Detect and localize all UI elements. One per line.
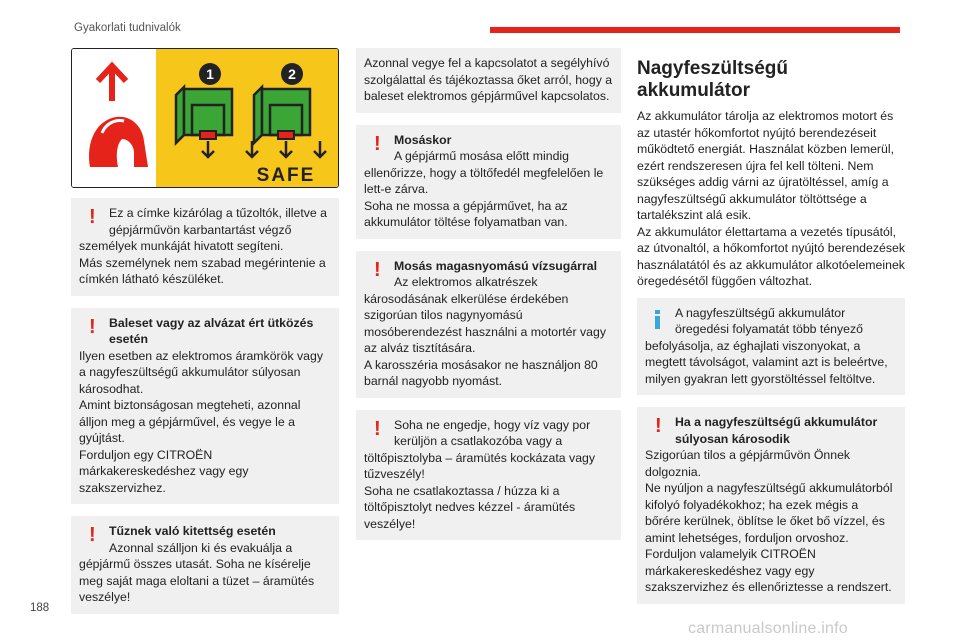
note-title: Ha a nagyfeszültségű akkumulátor súlyosan károsodik bbox=[675, 415, 878, 446]
note-text: Szigorúan tilos a gépjárművön Önnek dolgoznia. Ne nyúljon a nagyfeszültségű akkumulátorból kifolyó folyadékokhoz; ha ezek mégis a bőrére kerülnek, öblítse le őket bő vízzel, és amint lehetséges, forduljon orvoshoz. Forduljon valamelyik CITROËN márkakereskedéshez vagy egy szakszervizhez és ellenőriztesse a rendszert. bbox=[645, 448, 893, 594]
note-first-lines: Azonnal szálljon ki és evakuálja a bbox=[109, 540, 293, 555]
note-text: Ilyen esetben az elektromos áramkörök vagy a nagyfeszültségű akkumulátor súlyosan károsodhat. Amint biztonságosan megteheti, azonnal álljon meg a gépjárművel, és vegye le a gyújtást. Forduljon egy CITROËN márkakereskedéshez vagy egy szakszervizhez. bbox=[79, 348, 324, 495]
column-right bbox=[637, 48, 905, 616]
safe-label-text: SAFE bbox=[256, 165, 316, 186]
note-first-lines: A gépjármű mosása előtt mindig bbox=[394, 149, 569, 163]
warning-exclamation-icon: ! bbox=[374, 258, 381, 281]
info-icon bbox=[655, 310, 660, 328]
section-intro: Az akkumulátor tárolja az elektromos motort és az utastér hőkomfortot nyújtó berendezéseit működtető energiát. Használat közben lemerül, ezért rendszeresen újra fel kell tölteni. Nem szükséges addig várni az újratöltéssel, amíg a nagyfeszültségű akkumulátor töltöttsége a tartalékszint alá esik. Az akkumulátor élettartama a vezetés típusától, az útvonaltól, a hőkomfortot nyújtó berendezések használatától és az akkumulátor alkotóelemeinek öregedésétől függően változhat. bbox=[637, 109, 905, 288]
warning-exclamation-icon: ! bbox=[374, 417, 381, 440]
warning-exclamation-icon: ! bbox=[89, 206, 96, 228]
warning-note-accident bbox=[71, 308, 339, 505]
high-voltage-warning-label-figure bbox=[71, 48, 339, 188]
column-left bbox=[71, 48, 339, 626]
watermark: carmanualsonline.info bbox=[688, 620, 848, 637]
badge-1 bbox=[199, 63, 221, 85]
note-text: gépjármű összes utasát. Soha ne kísérelje meg saját maga eloltani a tüzet – áramütés veszélye! bbox=[79, 557, 315, 604]
header-accent-bar bbox=[490, 27, 900, 33]
warning-note-fire bbox=[71, 516, 339, 614]
badge-2-label: 2 bbox=[288, 66, 296, 82]
note-title: Baleset vagy az alvázat ért ütközés esetén bbox=[109, 315, 314, 346]
section-heading: Nagyfeszültségű akkumulátor bbox=[637, 58, 788, 101]
note-first-lines: A nagyfeszültségű akkumulátor öregedési folyamatát több tényező bbox=[675, 305, 863, 336]
warning-note-label-usage bbox=[71, 198, 339, 296]
info-note-battery-aging bbox=[637, 298, 905, 396]
running-header: Gyakorlati tudnivalók bbox=[74, 22, 181, 34]
note-text: befolyásolja, az éghajlati viszonyokat, a megtett távolságot, valamint azt is beleértve, milyen gyakran lett gyorstöltéssel feltöltve. bbox=[645, 338, 888, 386]
note-text: károsodásának elkerülése érdekében szigorúan tilos nagynyomású mosóberendezést használni a motortér vagy az alváz tisztítására. A karosszéria mosásakor ne használjon 80 barnál nagyobb nyomást. bbox=[364, 291, 606, 388]
warning-note-washing bbox=[356, 125, 621, 239]
note-title: Mosás magasnyomású vízsugárral bbox=[394, 258, 597, 273]
badge-2 bbox=[281, 63, 303, 85]
warning-exclamation-icon: ! bbox=[655, 415, 662, 437]
note-first-lines: Ez a címke kizárólag a tűzoltók, illetve a gépjárművön karbantartást végző bbox=[109, 206, 328, 237]
note-first-lines: Az elektromos alkatrészek bbox=[394, 275, 538, 289]
fire-note-continuation bbox=[356, 48, 621, 113]
note-text: ellenőrizze, hogy a töltőfedél megfelelően le lett-e zárva. Soha ne mossa a gépjárművet, ha az akkumulátor töltése folyamatban van. bbox=[364, 165, 604, 229]
column-middle bbox=[356, 48, 621, 552]
warning-note-battery-damage bbox=[637, 407, 905, 604]
note-text: töltőpisztolyba – áramütés kockázata vagy tűzveszély! Soha ne csatlakoztassa / húzza ki a töltőpisztolyt nedves kézzel - áramütés veszélye! bbox=[364, 450, 596, 531]
note-text: Azonnal vegye fel a kapcsolatot a segélyhívó szolgálattal és tájékoztassa őket arról, hogy a baleset elektromos gépjárművel kapcsolatos. bbox=[364, 56, 613, 103]
warning-exclamation-icon: ! bbox=[89, 524, 96, 546]
note-title: Tűznek való kitettség esetén bbox=[109, 524, 276, 538]
note-title: Mosáskor bbox=[394, 132, 452, 147]
badge-1-label: 1 bbox=[206, 66, 214, 82]
warning-note-pressure-washing bbox=[356, 251, 621, 398]
warning-note-water-dust bbox=[356, 410, 621, 541]
warning-exclamation-icon: ! bbox=[89, 315, 96, 338]
note-text: személyek munkáját hivatott segíteni. Más személynek nem szabad megérintenie a címkén látható készüléket. bbox=[79, 239, 326, 286]
warning-exclamation-icon: ! bbox=[374, 132, 381, 155]
page-number: 188 bbox=[30, 602, 50, 614]
note-first-lines: Soha ne engedje, hogy víz vagy por kerüljön a csatlakozóba vagy a bbox=[394, 417, 591, 448]
